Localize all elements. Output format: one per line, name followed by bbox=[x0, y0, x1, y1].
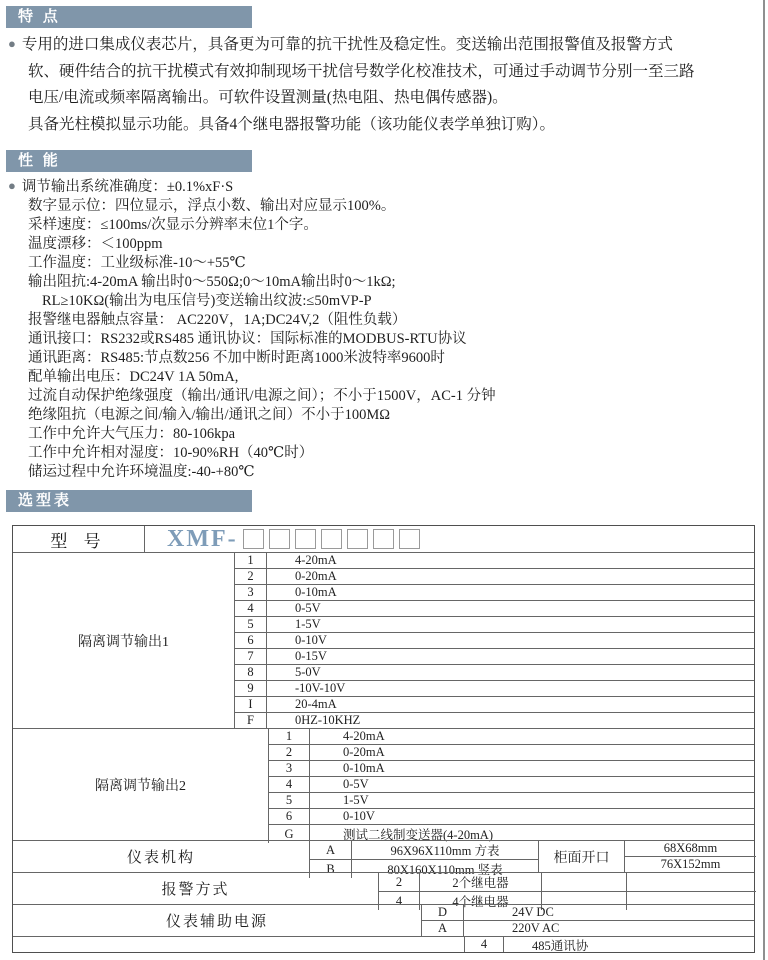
spec-line: 输出阻抗:4-20mA 输出时0～550Ω;0～10mA输出时0～1kΩ; bbox=[28, 274, 396, 290]
model-code-cell bbox=[144, 526, 754, 552]
option-code: 2 bbox=[268, 745, 309, 760]
power-label: 仪表辅助电源 bbox=[165, 914, 268, 930]
option-code: 5 bbox=[268, 793, 309, 808]
option-value: 2个继电器 bbox=[419, 873, 541, 891]
section-title: 特 点 bbox=[18, 9, 61, 25]
table-row bbox=[234, 696, 754, 712]
option-code: G bbox=[268, 825, 309, 843]
table-row bbox=[624, 841, 756, 856]
option-code: 9 bbox=[234, 681, 266, 696]
features-paragraph bbox=[8, 31, 748, 138]
output1-section bbox=[13, 552, 754, 728]
option-value: 4个继电器 bbox=[419, 892, 541, 910]
option-value: 0-10V bbox=[266, 633, 754, 648]
option-code: 3 bbox=[268, 761, 309, 776]
model-code-box bbox=[321, 529, 342, 549]
option-code: D bbox=[421, 905, 463, 920]
bullet-icon: ● bbox=[8, 36, 16, 51]
table-row bbox=[234, 712, 754, 728]
structure-label: 仪表机构 bbox=[126, 850, 195, 866]
option-value: 1-5V bbox=[309, 793, 754, 808]
feature-text: 专用的进口集成仪表芯片，具备更为可靠的抗干扰性及稳定性。变送输出范围报警值及报警方式 bbox=[21, 36, 673, 53]
empty-cell bbox=[626, 873, 756, 891]
option-code: 1 bbox=[268, 729, 309, 744]
table-row bbox=[234, 568, 754, 584]
option-value: 485通讯协 bbox=[503, 937, 754, 952]
option-value: 0HZ-10KHZ bbox=[266, 713, 754, 728]
empty-cell bbox=[541, 873, 626, 891]
power-rows bbox=[421, 905, 754, 936]
spec-line: 通讯接口：RS232或RS485 通讯协议：国际标准的MODBUS-RTU协议 bbox=[28, 331, 467, 347]
option-value: 24V DC bbox=[463, 905, 754, 920]
table-row bbox=[268, 776, 754, 792]
spec-line: 温度漂移：＜100ppm bbox=[28, 236, 163, 252]
table-row bbox=[421, 920, 754, 936]
comm-row bbox=[13, 936, 754, 952]
feature-line bbox=[8, 31, 748, 59]
option-value: 测试二线制变送器(4-20mA) bbox=[309, 825, 754, 843]
option-value: 20-4mA bbox=[266, 697, 754, 712]
structure-section bbox=[13, 840, 754, 877]
spec-line: 过流自动保护绝缘强度（输出/通讯/电源之间）；不小于1500V，AC-1 分钟 bbox=[28, 388, 496, 404]
spec-line: 绝缘阻抗（电源之间/输入/输出/通讯之间）不小于100MΩ bbox=[28, 407, 391, 423]
option-code: 3 bbox=[234, 585, 266, 600]
option-code: 6 bbox=[268, 809, 309, 824]
spec-line: 采样速度：≤100ms/次显示分辨率末位1个字。 bbox=[28, 217, 318, 233]
section-header-performance bbox=[6, 150, 252, 172]
model-label: 型 号 bbox=[50, 531, 107, 551]
output2-rows bbox=[268, 729, 754, 840]
table-row bbox=[309, 841, 538, 859]
panel-cutout-label: 柜面开口 bbox=[538, 841, 624, 872]
table-row bbox=[268, 760, 754, 776]
spec-line bbox=[8, 176, 748, 197]
table-row bbox=[268, 808, 754, 824]
option-code: A bbox=[421, 921, 463, 936]
option-code: 4 bbox=[378, 892, 419, 910]
table-row bbox=[378, 873, 756, 891]
option-code: 4 bbox=[234, 601, 266, 616]
model-code-box bbox=[373, 529, 394, 549]
option-value: 0-15V bbox=[266, 649, 754, 664]
option-value: 220V AC bbox=[463, 921, 754, 936]
option-code: 4 bbox=[464, 937, 503, 952]
output1-label: 隔离调节输出1 bbox=[78, 634, 169, 650]
output1-rows bbox=[234, 553, 754, 728]
option-code: 2 bbox=[234, 569, 266, 584]
table-row bbox=[624, 856, 756, 872]
section-header-selection bbox=[6, 490, 252, 512]
spec-line: 储运过程中允许环境温度:-40-+80℃ bbox=[28, 464, 255, 480]
power-section bbox=[13, 904, 754, 936]
model-row bbox=[13, 526, 754, 552]
table-row bbox=[421, 905, 754, 920]
section-header-features bbox=[6, 6, 252, 28]
model-code-box bbox=[243, 529, 264, 549]
option-value: 0-10V bbox=[309, 809, 754, 824]
table-row bbox=[234, 553, 754, 568]
option-code: 2 bbox=[378, 873, 419, 891]
model-code-box bbox=[399, 529, 420, 549]
option-value: 5-0V bbox=[266, 665, 754, 680]
option-code: 7 bbox=[234, 649, 266, 664]
option-value: -10V-10V bbox=[266, 681, 754, 696]
option-value: 0-10mA bbox=[266, 585, 754, 600]
option-code: A bbox=[309, 841, 351, 859]
structure-rows bbox=[309, 841, 538, 877]
empty-cell bbox=[13, 937, 464, 952]
table-row bbox=[234, 664, 754, 680]
spec-line: 工作中允许相对湿度：10-90%RH（40℃时） bbox=[28, 445, 314, 461]
section-title: 性 能 bbox=[18, 153, 61, 169]
feature-line: 具备光柱模拟显示功能。具备4个继电器报警功能（该功能仪表学单独订购）。 bbox=[28, 115, 556, 133]
option-code: 6 bbox=[234, 633, 266, 648]
option-value: 96X96X110mm 方表 bbox=[351, 841, 538, 859]
cutout-size: 76X152mm bbox=[624, 857, 756, 872]
model-code-box bbox=[269, 529, 290, 549]
option-value: 4-20mA bbox=[309, 729, 754, 744]
option-code: 8 bbox=[234, 665, 266, 680]
alarm-section bbox=[13, 872, 754, 909]
model-prefix: XMF- bbox=[167, 525, 238, 552]
page-right-border bbox=[763, 0, 765, 960]
alarm-rows bbox=[378, 873, 756, 909]
option-value: 0-5V bbox=[266, 601, 754, 616]
option-value: 1-5V bbox=[266, 617, 754, 632]
table-row bbox=[268, 729, 754, 744]
option-code: B bbox=[309, 860, 351, 878]
cutout-size: 68X68mm bbox=[624, 841, 756, 856]
table-row bbox=[234, 680, 754, 696]
section-title: 选型表 bbox=[18, 493, 73, 509]
spec-line: 工作温度：工业级标准-10～+55℃ bbox=[28, 255, 246, 271]
option-code: I bbox=[234, 697, 266, 712]
spec-line: 配单输出电压：DC24V 1A 50mA, bbox=[28, 369, 239, 385]
option-value: 0-20mA bbox=[309, 745, 754, 760]
option-value: 0-10mA bbox=[309, 761, 754, 776]
spec-line: 通讯距离：RS485:节点数256 不加中断时距离1000米波特率9600时 bbox=[28, 350, 445, 366]
table-row bbox=[234, 600, 754, 616]
selection-table bbox=[12, 525, 755, 953]
option-value: 4-20mA bbox=[266, 553, 754, 568]
output2-label: 隔离调节输出2 bbox=[95, 778, 186, 794]
cutout-sizes bbox=[624, 841, 756, 872]
spec-text: 调节输出系统准确度：±0.1%xF·S bbox=[21, 179, 234, 195]
output2-section bbox=[13, 728, 754, 840]
spec-line: 数字显示位：四位显示，浮点小数、输出对应显示100%。 bbox=[28, 198, 396, 214]
spec-line: 工作中允许大气压力：80-106kpa bbox=[28, 426, 236, 442]
table-row bbox=[234, 584, 754, 600]
table-row bbox=[234, 616, 754, 632]
feature-line: 软、硬件结合的抗干扰模式有效抑制现场干扰信号数学化校准技术，可通过手动调节分别一至三路 bbox=[28, 62, 695, 80]
alarm-label: 报警方式 bbox=[161, 882, 230, 898]
option-value: 0-5V bbox=[309, 777, 754, 792]
table-row bbox=[268, 744, 754, 760]
table-row bbox=[268, 792, 754, 808]
option-code: 1 bbox=[234, 553, 266, 568]
spec-line: RL≥10KΩ(输出为电压信号)变送输出纹波:≤50mVP-P bbox=[42, 293, 372, 309]
feature-line: 电压/电流或频率隔离输出。可软件设置测量(热电阻、热电偶传感器)。 bbox=[28, 89, 508, 106]
option-code: F bbox=[234, 713, 266, 728]
option-value: 0-20mA bbox=[266, 569, 754, 584]
model-code-box bbox=[347, 529, 368, 549]
option-code: 4 bbox=[268, 777, 309, 792]
table-row bbox=[234, 632, 754, 648]
performance-paragraph bbox=[8, 176, 748, 482]
spec-line: 报警继电器触点容量： AC220V，1A;DC24V,2（阻性负载） bbox=[28, 312, 407, 328]
option-value: 80X160X110mm 竖表 bbox=[351, 860, 538, 878]
bullet-icon: ● bbox=[8, 178, 16, 193]
model-code-box bbox=[295, 529, 316, 549]
table-row bbox=[234, 648, 754, 664]
option-code: 5 bbox=[234, 617, 266, 632]
